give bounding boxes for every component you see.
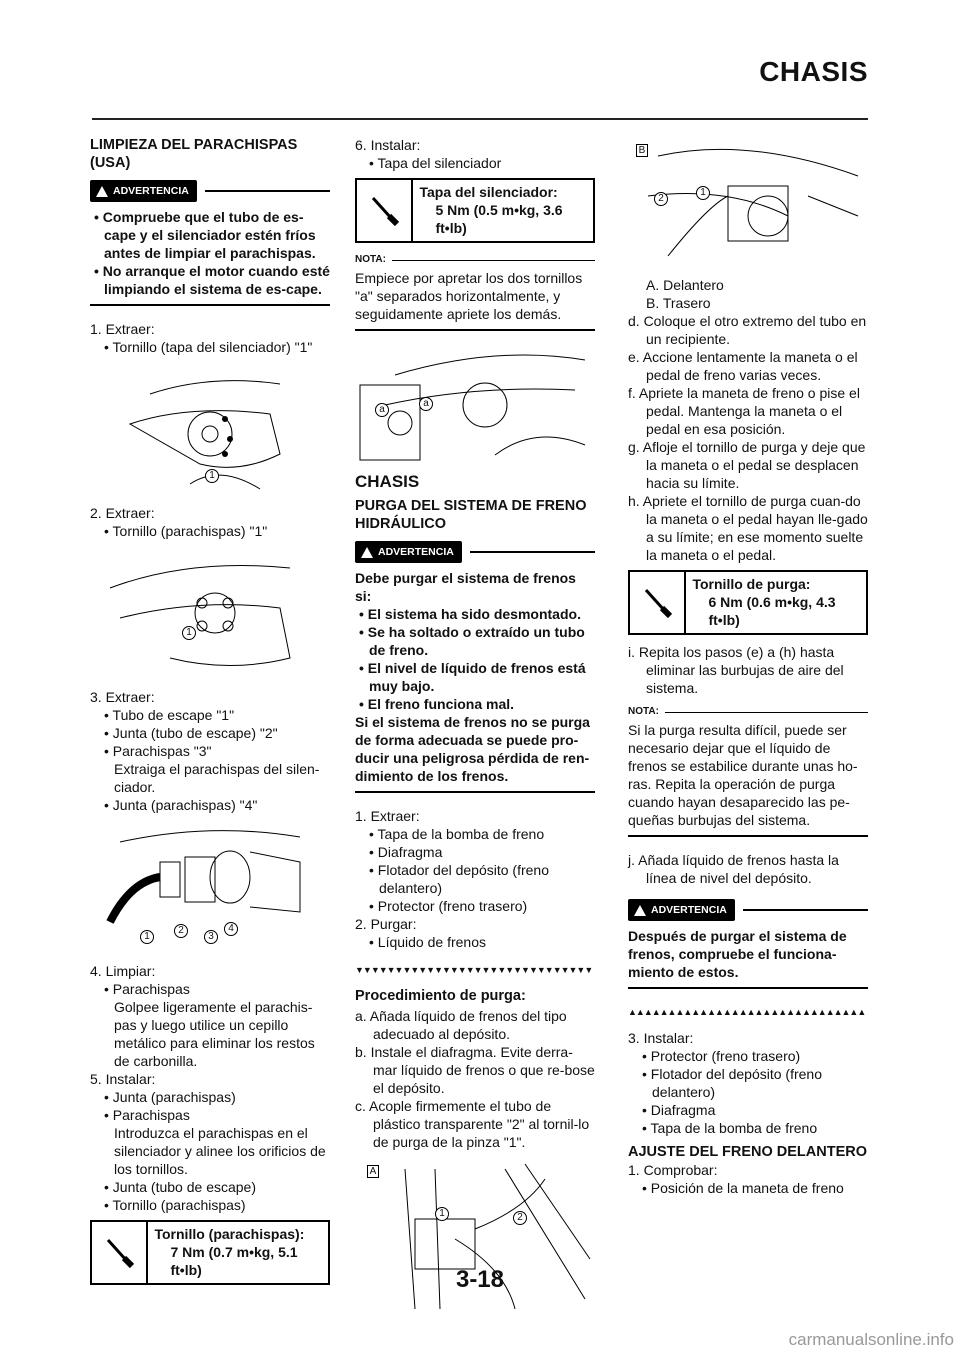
header-rule [92, 118, 868, 120]
torque-spec-box: Tornillo (parachispas): 7 Nm (0.7 m•kg, 5.1 ft•lb) [90, 1220, 330, 1285]
callout-a: a [375, 403, 389, 417]
figure-muffler-cap-bolts [355, 345, 595, 463]
exhaust-illustration [90, 548, 310, 678]
note-text: Si la purga resulta difícil, puede ser necesario dejar que el líquido de frenos se estabilice durante unas ho-ras. Repita la operación de purga cuando hayan desaparecido las pe-queñas burbujas del sistema. [628, 722, 858, 828]
warning-text: Después de purgar el sistema de frenos, compruebe el funciona-miento de estos. [628, 928, 847, 980]
column-2: 6. Instalar: • Tapa del silenciador Tapa del silenciador: 5 Nm (0.5 m•kg, 3.6 ft•lb) NOTA: Empiece por apretar los dos tornillos "a" separados horizontalmente, y seguidamente apriete los demás. a a CHASIS PURGA DEL SISTEMA DE FRENO HIDRÁULICO ADVERTENCIA Debe purgar el sistema de frenos si: • El sistema ha sido desmontado. • Se ha soltado o extraído un tubo de freno. • El nivel de líquido de frenos está muy bajo. • El freno funciona mal. Si el sistema de frenos no se purga de forma adecuada se puede pro-ducir una peligrosa pérdida de ren-dimiento de los frenos. 1. Extraer: • Tapa de la bomba de freno • Diafragma • Flotador del depósito (freno delantero) • Protector (freno trasero) 2. Purgar: • Líquido de frenos ▼▼▼▼▼▼▼▼▼▼▼▼▼▼▼▼▼▼▼▼▼▼▼▼▼▼▼▼▼▼ Procedimiento de purga: a. Añada líquido de frenos del tipo adecuado al depósito. b. Instale el diafragma. Evite derra-mar líquido de frenos o que re-bose el depósito. c. Acople firmemente el tubo de plástico transparente "2" al tornil-lo de purga de la pinza "1". A 1 2 [355, 136, 595, 1319]
torque-spec-box: Tornillo de purga: 6 Nm (0.6 m•kg, 4.3 ft•lb) [628, 570, 868, 635]
callout-a: a [419, 397, 433, 411]
watermark: carmanualsonline.info [788, 1330, 954, 1349]
note-text: Empiece por apretar los dos tornillos "a" separados horizontalmente, y seguidamente apriete los demás. [355, 270, 583, 322]
figure-rear-caliper [628, 136, 868, 266]
warning-banner [90, 180, 330, 202]
muffler-illustration [355, 345, 595, 463]
warning-icon [96, 186, 108, 197]
callout-1: 1 [140, 930, 154, 944]
torque-wrench-icon [630, 572, 686, 633]
warning-badge: ADVERTENCIA [90, 180, 197, 202]
column-1: LIMPIEZA DEL PARACHISPAS (USA) ADVERTENCIA • Compruebe que el tubo de es-cape y el silenciador estén fríos antes de limpiar el parachispas. • No arranque el motor cuando esté limpiando el sistema de es-cape. 1. Extraer: • Tornillo (tapa del silenciador) "1" 1 2. Extraer: • Tornillo (parachispas) "1" 1 3. Extraer: • Tubo de escape "1" • Junta (tubo de escape) "2" • Parachispas "3" Extraiga el parachispas del silen-ciador. • Junta (parachispas) "4" 1 2 3 4 4. Limpiar: • Parachispas Golpee ligeramente el parachis-pas y luego utilice un cepillo metálico para eliminar los restos de carbonilla. 5. Instalar: • Junta (parachispas) • Parachispas Introduzca el parachispas en el silenciador y alinee los orificios de los tornillos. • Junta (tubo de escape) • Tornillo (parachispas) Tornillo (parachispas): 7 Nm (0.7 m•kg, 5.1 ft•lb) [90, 136, 330, 1293]
warning-banner [628, 899, 868, 921]
warning-icon [634, 905, 646, 916]
page-title: CHASIS [759, 56, 868, 87]
callout-2: 2 [513, 1211, 527, 1225]
callout-2: 2 [174, 924, 188, 938]
figure-spark-arrester-bolt [90, 548, 330, 678]
callout-1: 1 [205, 469, 219, 483]
warning-badge: ADVERTENCIA [355, 541, 462, 563]
procedure-start-marker: ▼▼▼▼▼▼▼▼▼▼▼▼▼▼▼▼▼▼▼▼▼▼▼▼▼▼▼▼▼▼ [355, 965, 593, 975]
warning-icon [361, 547, 373, 558]
figure-label: A [367, 1165, 379, 1178]
page-number: 3-18 [455, 1266, 505, 1293]
callout-1: 1 [182, 626, 196, 640]
warning-badge: ADVERTENCIA [628, 899, 735, 921]
section-heading: PURGA DEL SISTEMA DE FRENO HIDRÁULICO [355, 498, 587, 532]
torque-spec-box: Tapa del silenciador: 5 Nm (0.5 m•kg, 3.6 ft•lb) [355, 178, 595, 243]
warning-text: Debe purgar el sistema de frenos si: • El sistema ha sido desmontado. • Se ha soltado o extraído un tubo de freno. • El nivel de líquido de frenos está muy bajo. • El freno funciona mal. Si el sistema de frenos no se purga de forma adecuada se puede pro-ducir una peligrosa pérdida de ren-dimiento de los frenos. [355, 570, 590, 784]
figure-exploded-parts [90, 822, 330, 952]
torque-wrench-icon [357, 180, 413, 241]
section-title: CHASIS [355, 472, 420, 491]
callout-3: 3 [204, 930, 218, 944]
section-heading: AJUSTE DEL FRENO DELANTERO [628, 1144, 868, 1160]
figure-label: B [636, 144, 648, 157]
note-header: NOTA: [628, 703, 868, 721]
callout-1: 1 [696, 186, 710, 200]
warning-text: • Compruebe que el tubo de es-cape y el silenciador estén fríos antes de limpiar el parachispas. • No arranque el motor cuando esté limpiando el sistema de es-cape. [94, 209, 330, 297]
section-heading: LIMPIEZA DEL PARACHISPAS (USA) [90, 137, 298, 171]
figure-muffler-cap [90, 364, 330, 494]
spark-arrester-illustration [90, 822, 310, 952]
column-3: B 2 1 A. Delantero B. Trasero d. Coloque el otro extremo del tubo en un recipiente. e. Accione lentamente la maneta o el pedal de freno varias veces. f. Apriete la maneta de freno o pise el pedal. Mantenga la maneta o el pedal en esa posición. g. Afloje el tornillo de purga y deje que la maneta o el pedal se desplacen hacia su límite. h. Apriete el tornillo de purga cuan-do la maneta o el pedal hayan lle-gado a su límite; en ese momento suelte la maneta o el pedal. Tornillo de purga: 6 Nm (0.6 m•kg, 4.3 ft•lb) i. Repita los pasos (e) a (h) hasta eliminar las burbujas de aire del sistema. NOTA: Si la purga resulta difícil, puede ser necesario dejar que el líquido de frenos se estabilice durante unas ho-ras. Repita la operación de purga cuando hayan desaparecido las pe-queñas burbujas del sistema. j. Añada líquido de frenos hasta la línea de nivel del depósito. ADVERTENCIA Después de purgar el sistema de frenos, compruebe el funciona-miento de estos. ▲▲▲▲▲▲▲▲▲▲▲▲▲▲▲▲▲▲▲▲▲▲▲▲▲▲▲▲▲▲ 3. Instalar: • Protector (freno trasero) • Flotador del depósito (freno delantero) • Diafragma • Tapa de la bomba de freno AJUSTE DEL FRENO DELANTERO 1. Comprobar: • Posición de la maneta de freno [628, 136, 868, 1197]
warning-banner [355, 541, 595, 563]
note-header: NOTA: [355, 251, 595, 269]
callout-1: 1 [435, 1207, 449, 1221]
callout-2: 2 [654, 192, 668, 206]
callout-4: 4 [224, 922, 238, 936]
procedure-heading: Procedimiento de purga: [355, 988, 526, 1004]
exhaust-illustration [90, 364, 290, 494]
procedure-end-marker: ▲▲▲▲▲▲▲▲▲▲▲▲▲▲▲▲▲▲▲▲▲▲▲▲▲▲▲▲▲▲ [628, 1007, 866, 1017]
